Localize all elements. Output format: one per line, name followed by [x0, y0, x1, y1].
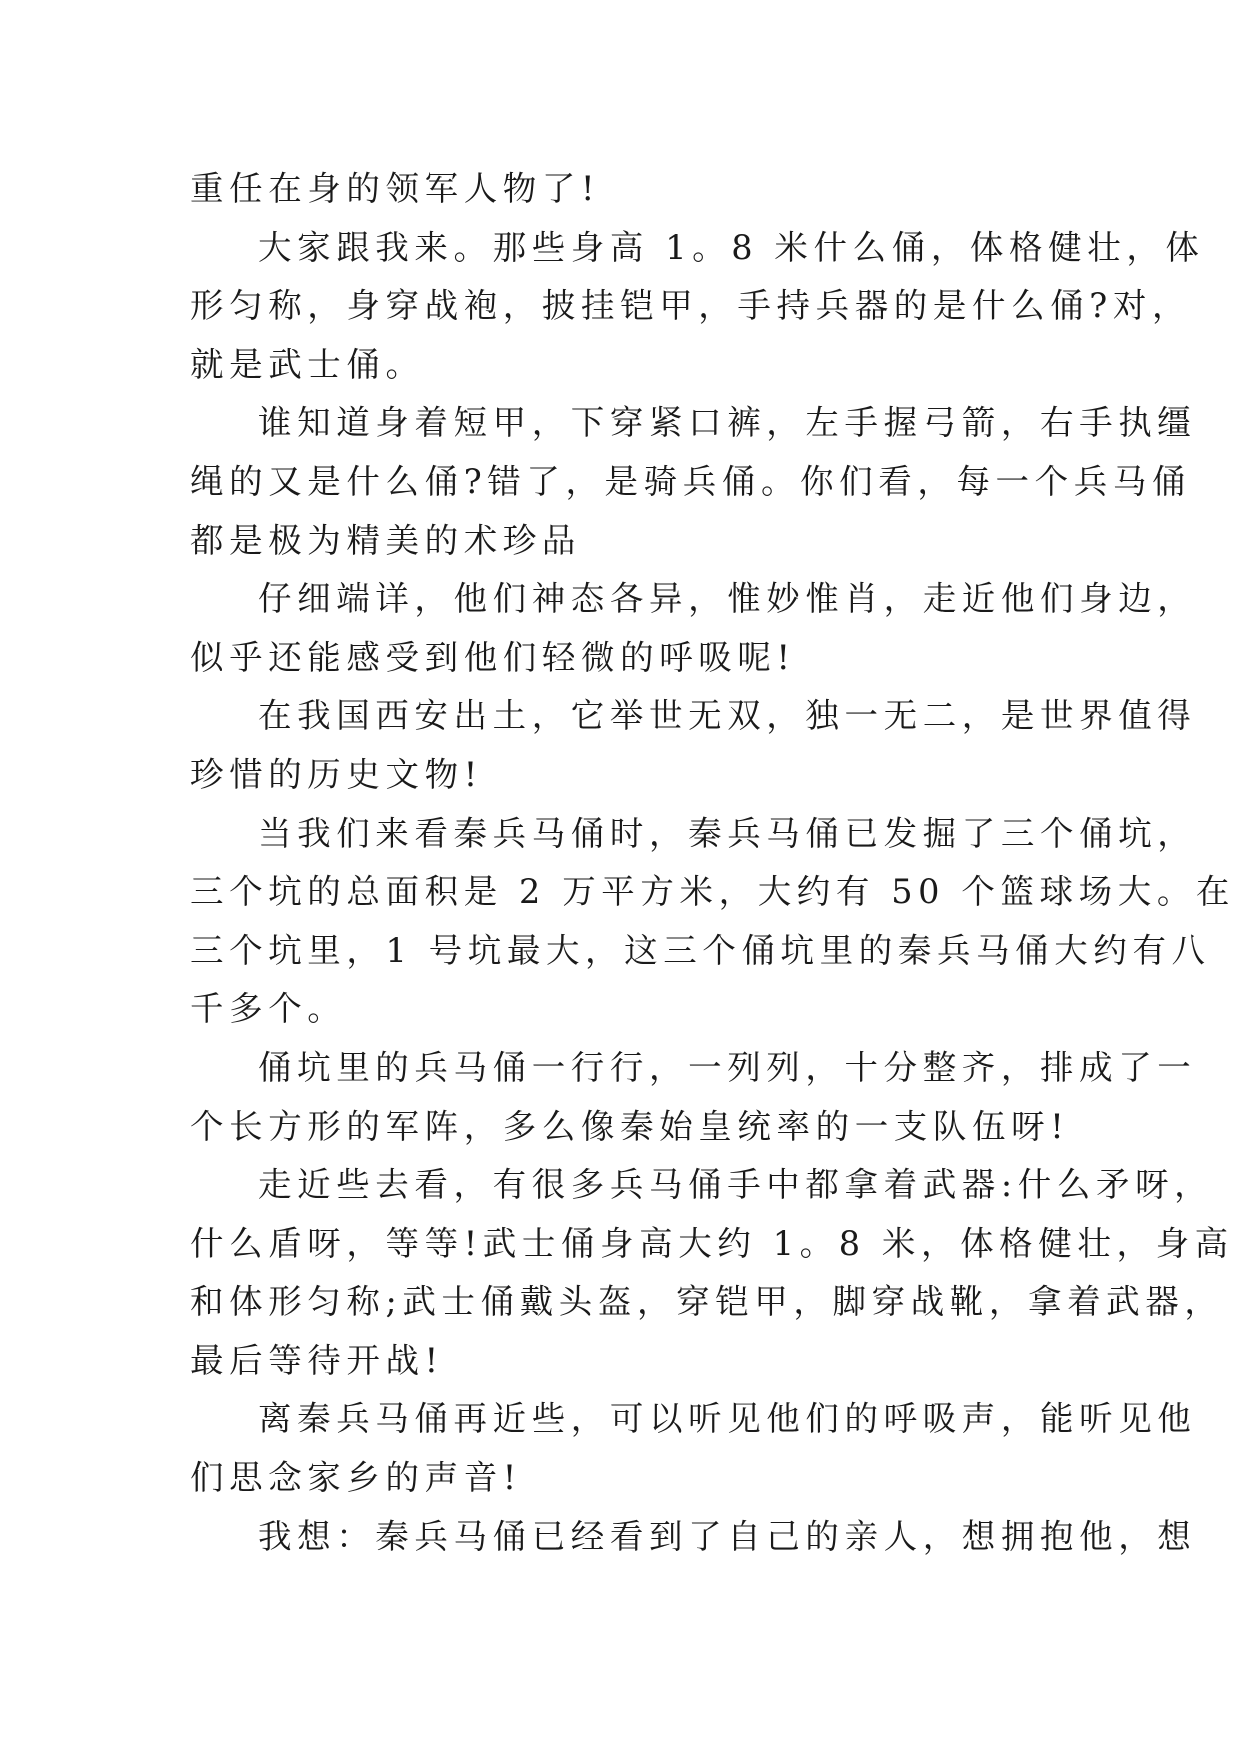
text-line: 三个坑里，1 号坑最大，这三个俑坑里的秦兵马俑大约有八	[190, 930, 1211, 970]
text-line: 什么盾呀，等等!武士俑身高大约 1。8 米，体格健壮，身高	[190, 1223, 1234, 1263]
text-line: 似乎还能感受到他们轻微的呼吸呢!	[190, 637, 796, 677]
text-line: 和体形匀称;武士俑戴头盔，穿铠甲，脚穿战靴，拿着武器，	[190, 1282, 1224, 1322]
text-line: 走近些去看，有很多兵马俑手中都拿着武器:什么矛呀，	[258, 1165, 1214, 1205]
text-line: 谁知道身着短甲，下穿紧口裤，左手握弓箭，右手执缰	[258, 403, 1197, 443]
text-line: 俑坑里的兵马俑一行行，一列列，十分整齐，排成了一	[258, 1047, 1197, 1087]
text-line: 们思念家乡的声音!	[190, 1458, 522, 1498]
text-line: 我想：秦兵马俑已经看到了自己的亲人，想拥抱他，想	[258, 1516, 1197, 1556]
text-line: 当我们来看秦兵马俑时，秦兵马俑已发掘了三个俑坑，	[258, 813, 1197, 853]
text-line: 三个坑的总面积是 2 万平方米，大约有 50 个篮球场大。在	[190, 872, 1236, 912]
text-line: 就是武士俑。	[190, 344, 425, 384]
text-line: 在我国西安出土，它举世无双，独一无二，是世界值得	[258, 696, 1197, 736]
text-line: 千多个。	[190, 989, 347, 1029]
text-line: 最后等待开战!	[190, 1340, 444, 1380]
text-line: 大家跟我来。那些身高 1。8 米什么俑，体格健壮，体	[258, 227, 1205, 267]
text-line: 离秦兵马俑再近些，可以听见他们的呼吸声，能听见他	[258, 1399, 1197, 1439]
text-line: 珍惜的历史文物!	[190, 754, 483, 794]
text-line: 个长方形的军阵，多么像秦始皇统率的一支队伍呀!	[190, 1106, 1070, 1146]
document-page	[190, 160, 1236, 1566]
text-line: 仔细端详，他们神态各异，惟妙惟肖，走近他们身边，	[258, 579, 1197, 619]
text-line: 重任在身的领军人物了!	[190, 169, 601, 208]
text-line: 形匀称，身穿战袍，披挂铠甲，手持兵器的是什么俑?对，	[190, 286, 1192, 326]
text-line: 绳的又是什么俑?错了，是骑兵俑。你们看，每一个兵马俑	[190, 461, 1192, 501]
text-line: 都是极为精美的术珍品	[190, 520, 581, 560]
